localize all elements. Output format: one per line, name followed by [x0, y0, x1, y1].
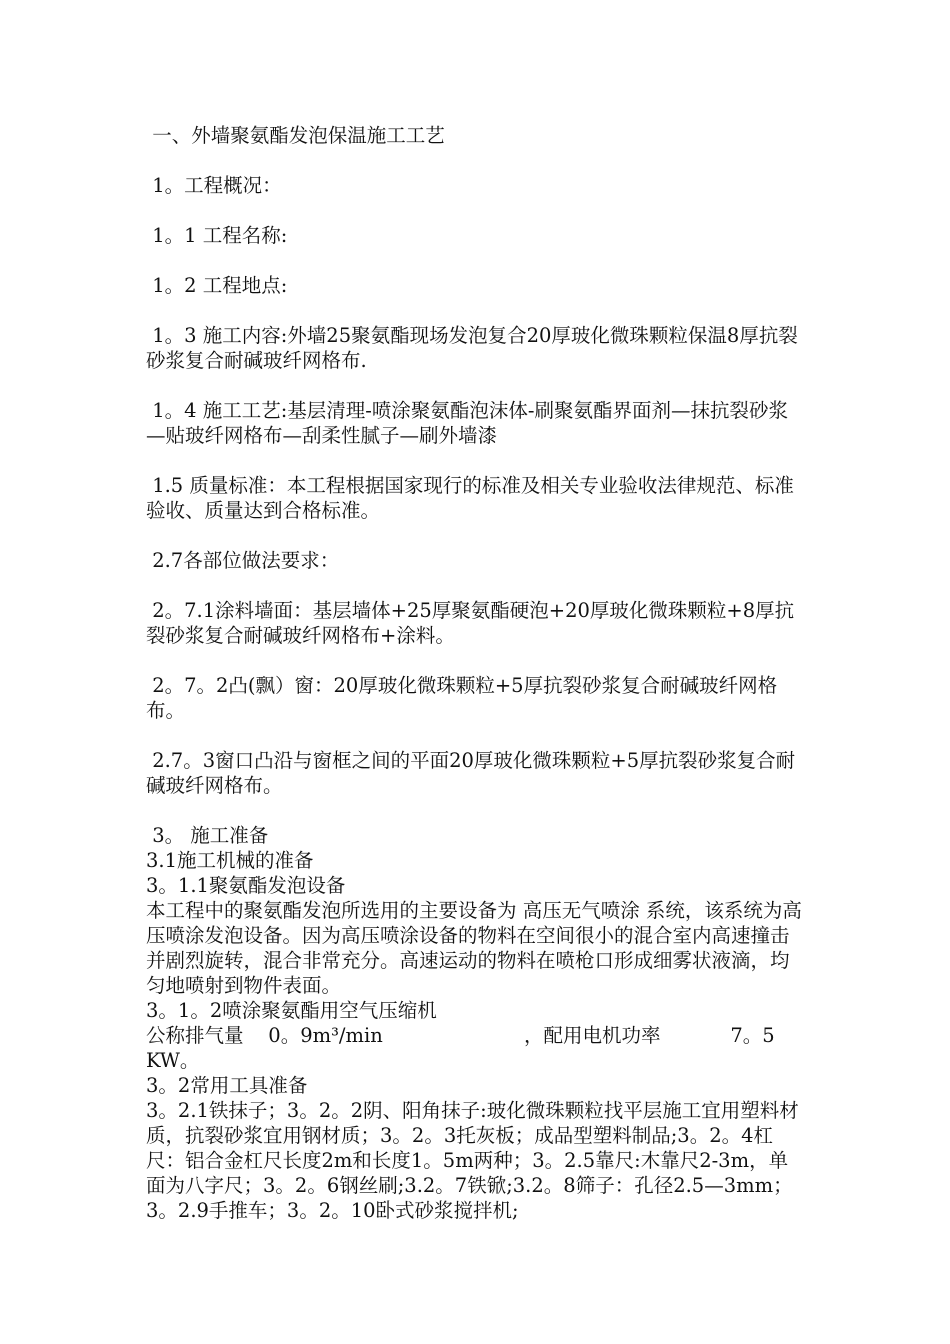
section-3-heading: 3。 施工准备	[146, 824, 269, 847]
coating-wall-paragraph: 2。7.1涂料墙面：基层墙体+25厚聚氨酯硬泡+20厚玻化微珠颗粒+8厚抗裂砂浆复合耐碱玻纤网格布+涂料。	[146, 599, 795, 647]
construction-content-paragraph: 1。3 施工内容:外墙25聚氨酯现场发泡复合20厚玻化微珠颗粒保温8厚抗裂砂浆复合耐碱玻纤网格布.	[146, 324, 798, 372]
tools-list-paragraph: 3。2.1铁抹子；3。2。2阴、阳角抹子:玻化微珠颗粒找平层施工宜用塑料材质，抗裂砂浆宜用钢材质；3。2。3托灰板；成品型塑料制品;3。2。4杠尺：铝合金杠尺长度2m和长度1。5m两种；3。2.5靠尺:木靠尺2-3m，单面为八字尺；3。2。6钢丝刷;3.2。7铁锨;3.2。8筛子：孔径2.5—3mm；3。2.9手推车；3。2。10卧式砂浆搅拌机;	[146, 1099, 799, 1222]
document-page	[146, 0, 806, 1223]
document-title: 一、外墙聚氨酯发泡保温施工工艺	[146, 124, 445, 147]
section-1-heading: 1。工程概况：	[146, 174, 282, 197]
bay-window-paragraph: 2。7。2凸(飘）窗：20厚玻化微珠颗粒+5厚抗裂砂浆复合耐碱玻纤网格布。	[146, 674, 778, 722]
motor-power-value: 7。5	[718, 1024, 775, 1047]
section-3-1-heading: 3.1施工机械的准备	[146, 849, 314, 872]
section-3-1-2-heading: 3。1。2喷涂聚氨酯用空气压缩机	[146, 999, 437, 1022]
motor-power-label: ，配用电机功率	[524, 1024, 661, 1047]
displacement-spec: 公称排气量 0。9m³/min	[146, 1024, 383, 1047]
quality-standard-paragraph: 1.5 质量标准：本工程根据国家现行的标准及相关专业验收法律规范、标准验收、质量达到合格标准。	[146, 474, 794, 522]
section-2-7-heading: 2.7各部位做法要求：	[146, 549, 340, 572]
section-3-1-1-heading: 3。1.1聚氨酯发泡设备	[146, 874, 346, 897]
project-location-line: 1。2 工程地点:	[146, 274, 288, 297]
compressor-spec-row	[146, 1023, 806, 1048]
foaming-equipment-paragraph: 本工程中的聚氨酯发泡所选用的主要设备为 高压无气喷涂 系统，该系统为高压喷涂发泡设备。因为高压喷涂设备的物料在空间很小的混合室内高速撞击并剧烈旋转，混合非常充分。高速运动的物料在喷枪口形成细雾状液滴，均匀地喷射到物件表面。	[146, 899, 802, 997]
construction-process-paragraph: 1。4 施工工艺:基层清理-喷涂聚氨酯泡沫体-刷聚氨酯界面剂—抹抗裂砂浆—贴玻纤网格布—刮柔性腻子—刷外墙漆	[146, 399, 788, 447]
window-ledge-paragraph: 2.7。3窗口凸沿与窗框之间的平面20厚玻化微珠颗粒+5厚抗裂砂浆复合耐碱玻纤网格布。	[146, 749, 796, 797]
project-name-line: 1。1 工程名称:	[146, 224, 288, 247]
section-3-2-heading: 3。2常用工具准备	[146, 1074, 308, 1097]
motor-power-unit: KW。	[146, 1049, 200, 1072]
